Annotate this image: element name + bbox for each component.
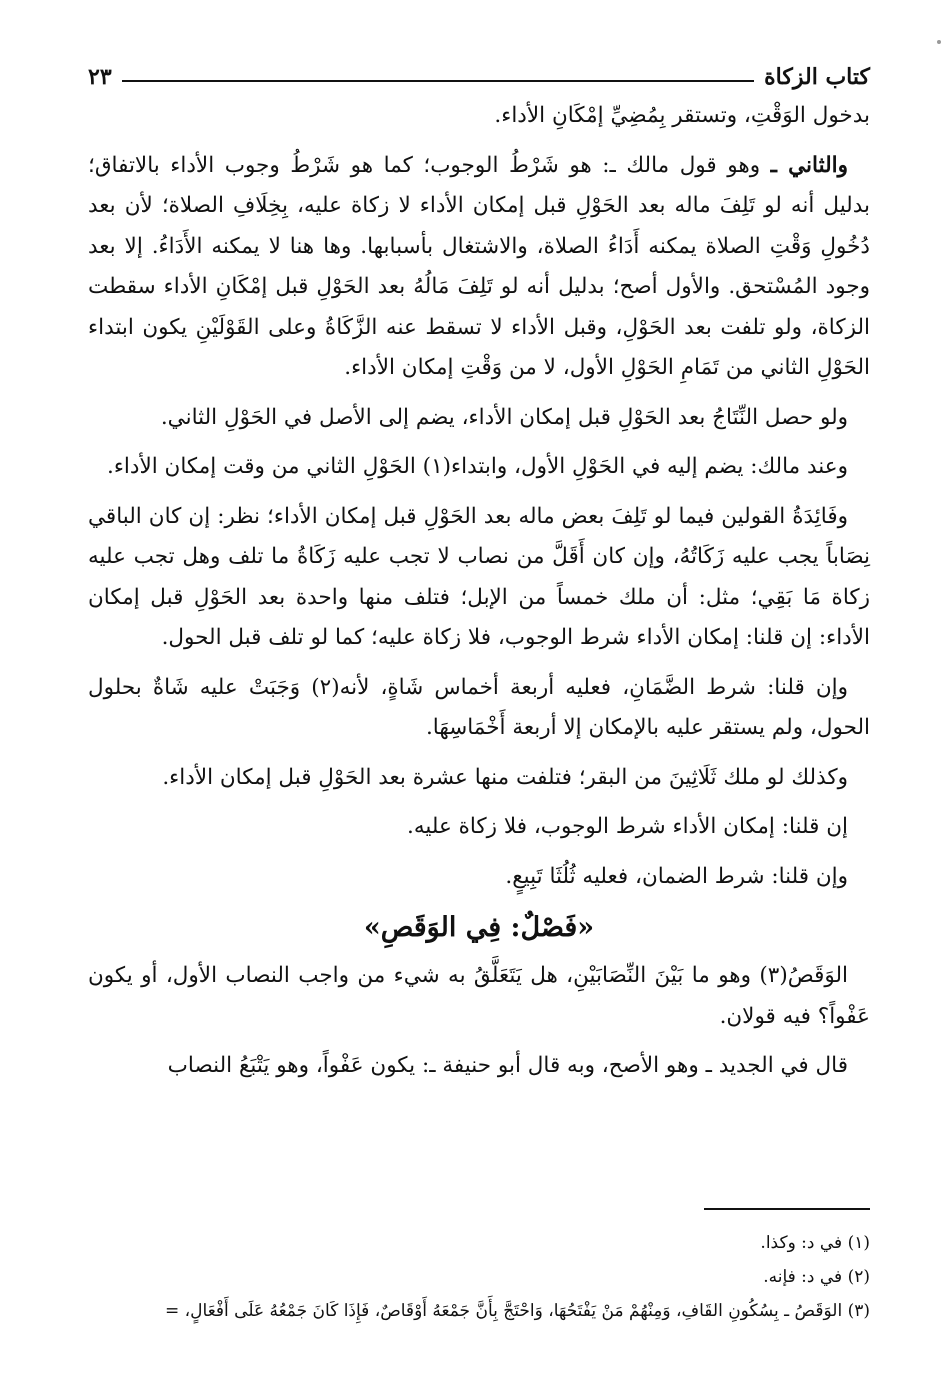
main-text <box>88 96 870 1087</box>
paragraph-7: وكذلك لو ملك ثَلَاثِينَ من البقر؛ فتلفت منها عشرة بعد الحَوْلِ قبل إمكان الأداء. <box>162 764 848 790</box>
paragraph-2-text: وهو قول مالك ـ: هو شَرْطُ الوجوب؛ كما هو شَرْطُ وجوب الأداء بالاتفاق؛ بدليل أنه لو تَلِفَ ماله بعد الحَوْلِ قبل إمكان الأداء لا زكاة عليه، بِخِلَافِ الصلاة؛ لأن بعد دُخُولِ وَقْتِ الصلاة يمكنه أَدَاءُ الصلاة، والاشتغال بأسبابها. وها هنا لا يمكنه الأَدَاءُ. إلا بعد وجود المُسْتحق. والأول أصح؛ بدليل أنه لو تَلِفَ مَالُهُ بعد الحَوْلِ قبل إمْكَانِ الأداء سقطت الزكاة، ولو تلفت بعد الحَوْلِ، وقبل الأداء لا تسقط عنه الزَّكَاةُ وعلى القَوْلَيْنِ يكون ابتداء الحَوْلِ الثاني من تَمَامِ الحَوْلِ الأول، لا من وَقْتِ إمكان الأداء. <box>88 152 870 380</box>
page-number: ٢٣ <box>88 64 112 90</box>
section-paragraph-2: قال في الجديد ـ وهو الأصح، وبه قال أبو حنيفة ـ: يكون عَفْواً، وهو يَتْبَعُ النصاب <box>167 1053 848 1078</box>
section-paragraph-1: الوَقَصُ(٣) وهو ما بَيْنَ النِّصَابَيْنِ، هل يَتَعَلَّقُ به شيء من واجب النصاب الأول، أو يكون عَفْواً؟ فيه قولان. <box>88 963 870 1029</box>
paragraph-8: إن قلنا: إمكان الأداء شرط الوجوب، فلا زكاة عليه. <box>406 814 848 839</box>
book-page <box>88 60 870 1350</box>
paragraph-2 <box>88 146 870 389</box>
paragraph-3: ولو حصل النِّتَاجُ بعد الحَوْلِ قبل إمكان الأداء، يضم إلى الأصل في الحَوْلِ الثاني. <box>160 404 848 430</box>
footnotes <box>88 1226 870 1328</box>
header-rule <box>122 80 755 82</box>
section-heading: «فَصْلٌ: فِي الوَقَصِ» <box>363 912 595 943</box>
footnote-rule <box>704 1208 870 1210</box>
paragraph-4: وعند مالك: يضم إليه في الحَوْلِ الأول، وابتداء(١) الحَوْلِ الثاني من وقت إمكان الأداء. <box>106 454 848 479</box>
footnote-3: (٣) الوَقَصُ ـ بِسُكُونِ القَافِ، وَمِنْهُمْ مَنْ يَفْتَحُهَا، وَاحْتَجَّ بِأَنَّ جَمْعَهُ أَوْقَاصٌ، فَإِذَا كَانَ جَمْعُهُ عَلَى أَفْعَالٍ، = <box>165 1301 870 1321</box>
paragraph-9: وإن قلنا: شرط الضمان، فعليه ثُلُثَا تَبِيعٍ. <box>505 863 848 889</box>
margin-speck <box>937 40 941 44</box>
running-header <box>88 60 870 94</box>
footnote-2: (٢) في د: فإنه. <box>763 1267 870 1287</box>
chapter-title: كتاب الزكاة <box>764 64 870 90</box>
paragraph-6: وإن قلنا: شرط الضَّمَانِ، فعليه أربعة أخماس شَاةٍ، لأنه(٢) وَجَبَتْ عليه شَاةٌ بحلول الحول، ولم يستقر عليه بالإمكان إلا أربعة أَخْمَاسِهَا. <box>88 674 870 740</box>
footnote-1: (١) في د: وكذا. <box>760 1233 870 1253</box>
paragraph-1: بدخول الوَقْتِ، وتستقر بِمُضِيِّ إمْكَانِ الأداء. <box>494 103 870 128</box>
paragraph-lead: والثاني ـ <box>770 152 848 178</box>
paragraph-5: وفَائِدَةُ القولين فيما لو تَلِفَ بعض ماله بعد الحَوْلِ قبل إمكان الأداء؛ نظر: إن كان الباقي نِصَاباً يجب عليه زَكَاتُهُ، وإن كان أَقَلَّ من نصاب لا تجب عليه زَكَاةُ ما تلف وهل تجب عليه زكاة مَا بَقِي؛ مثل: أن ملك خمساً من الإبل؛ فتلف منها واحدة بعد الحَوْلِ قبل إمكان الأداء: إن قلنا: إمكان الأداء شرط الوجوب، فلا زكاة عليه؛ كما لو تلف قبل الحول. <box>88 503 870 650</box>
